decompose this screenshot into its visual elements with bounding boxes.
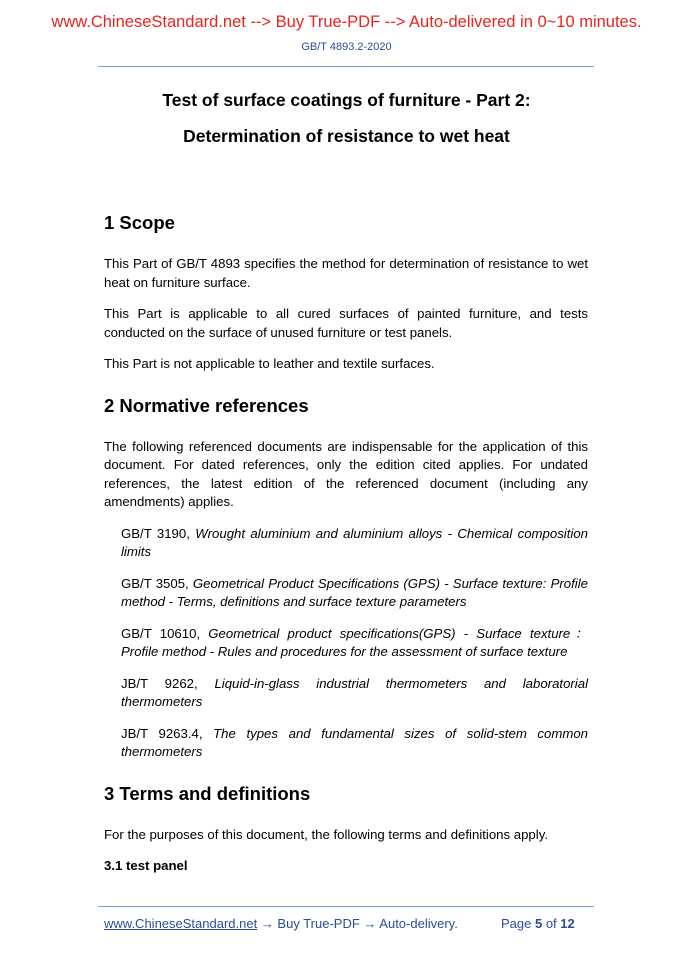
- reference-item: [121, 675, 588, 712]
- reference-item: [121, 525, 588, 562]
- section-heading-normative-references: 2 Normative references: [104, 394, 309, 416]
- footer-promo: [104, 916, 458, 931]
- page-number: 5: [534, 916, 543, 931]
- page-total: 12: [560, 916, 575, 931]
- page-of-label: of: [542, 916, 561, 931]
- reference-code: GB/T 3505,: [121, 575, 193, 591]
- reference-item: [121, 725, 588, 762]
- reference-title: Wrought aluminium and aluminium alloys - Chemical composition limits: [121, 525, 588, 559]
- reference-title: The types and fundamental sizes of solid-stem common thermometers: [121, 725, 588, 759]
- terms-intro-paragraph: For the purposes of this document, the following terms and definitions apply.: [104, 826, 548, 842]
- footer-promo-text: → Buy True-PDF → Auto-delivery.: [257, 916, 458, 931]
- reference-code: JB/T 9263.4,: [121, 725, 214, 741]
- title-line-2: Determination of resistance to wet heat: [183, 126, 510, 146]
- footer-link[interactable]: www.ChineseStandard.net: [104, 916, 258, 931]
- document-id: GB/T 4893.2-2020: [301, 41, 392, 53]
- reference-item: [121, 575, 588, 612]
- section-heading-scope: 1 Scope: [104, 212, 175, 233]
- reference-title: Liquid-in-glass industrial thermometers and laboratorial thermometers: [121, 675, 588, 709]
- scope-paragraph-2: This Part is applicable to all cured surfaces of painted furniture, and tests conducted on the surface of unused furniture or test panels.: [104, 306, 588, 340]
- section-heading-terms-definitions: 3 Terms and definitions: [104, 782, 311, 804]
- header-divider: [98, 66, 594, 67]
- scope-paragraph-3: This Part is not applicable to leather and textile surfaces.: [104, 356, 435, 371]
- promo-banner[interactable]: www.ChineseStandard.net --> Buy True-PDF --> Auto-delivered in 0~10 minutes.: [51, 13, 642, 31]
- reference-code: JB/T 9262,: [121, 675, 215, 691]
- reference-code: GB/T 10610,: [121, 625, 209, 641]
- page-indicator: [501, 916, 575, 931]
- document-body: [104, 210, 588, 876]
- normative-intro-paragraph: The following referenced documents are indispensable for the application of this document. For dated references, only the edition cited applies. For undated references, the latest edition of the referenced document (including any amendments) applies.: [104, 438, 588, 509]
- subsection-heading: 3.1 test panel: [104, 858, 188, 873]
- footer-divider: [98, 906, 594, 907]
- scope-paragraph-1: This Part of GB/T 4893 specifies the method for determination of resistance to wet heat on furniture surface.: [104, 256, 588, 290]
- reference-title: Geometrical Product Specifications (GPS) - Surface texture: Profile method - Terms, definitions and surface texture parameters: [121, 575, 588, 609]
- reference-code: GB/T 3190,: [121, 525, 196, 541]
- page-label: Page: [501, 916, 535, 931]
- reference-item: [121, 625, 588, 662]
- title-line-1: Test of surface coatings of furniture - Part 2:: [162, 90, 531, 110]
- reference-title: Geometrical product specifications(GPS) - Surface texture： Profile method - Rules and procedures for the assessment of surface texture: [121, 625, 588, 659]
